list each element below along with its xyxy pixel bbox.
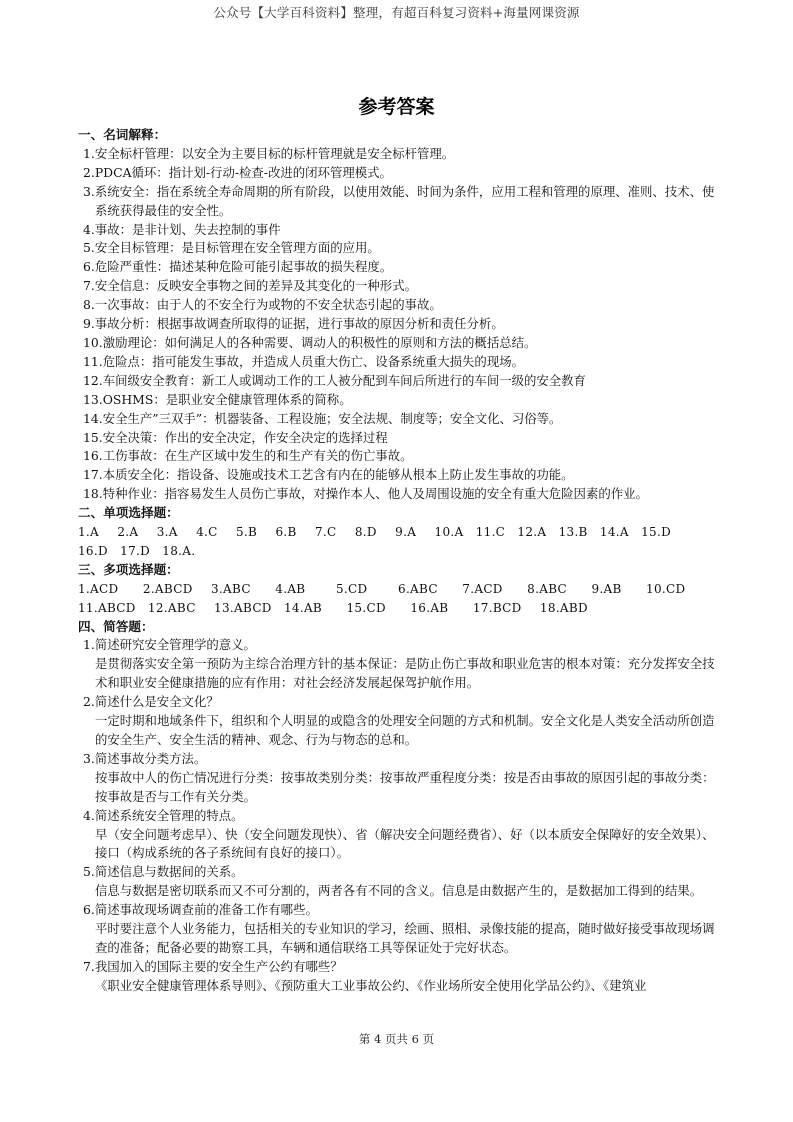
question: 5.简述信息与数据间的关系。 bbox=[83, 864, 244, 880]
definition-item: 18.特种作业：指容易发生人员伤亡事故，对操作本人、他人及周围设施的安全有重大危险因素的作业。 bbox=[83, 486, 648, 502]
definition-item: 3.系统安全：指在系统全寿命周期的所有阶段，以使用效能、时间为条件，应用工程和管理的原理、准则、技术、使系统获得最佳的安全性。 bbox=[83, 183, 715, 218]
section-heading-definitions: 一、名词解释： bbox=[78, 127, 167, 142]
definition-item: 17.本质安全化：指设备、设施或技术工艺含有内在的能够从根本上防止发生事故的功能。 bbox=[83, 467, 574, 483]
definition-item: 6.危险严重性：描述某种危险可能引起事故的损失程度。 bbox=[83, 259, 393, 275]
answer: 按事故中人的伤亡情况进行分类：按事故类别分类：按事故严重程度分类：按是否由事故的原因引起的事故分类：按事故是否与工作有关分类。 bbox=[95, 769, 715, 804]
section-heading-single-choice: 二、单项选择题： bbox=[78, 505, 179, 521]
definitions-list bbox=[78, 145, 720, 504]
definition-item: 11.危险点：指可能发生事故，并造成人员重大伤亡、设备系统重大损失的现场。 bbox=[83, 353, 524, 369]
single-choice-answers-line: 1.A 2.A 3.A 4.C 5.B 6.B 7.C 8.D 9.A 10.A 11.C 12.A 13.B 14.A 15.D bbox=[78, 525, 671, 540]
answer: 《职业安全健康管理体系导则》、《预防重大工业事故公约、《作业场所安全使用化学品公约》、《建筑业 bbox=[95, 977, 647, 993]
question: 3.简述事故分类方法。 bbox=[83, 750, 207, 766]
definition-item: 1.安全标杆管理：以安全为主要目标的标杆管理就是安全标杆管理。 bbox=[83, 145, 455, 161]
section-heading-short-answer: 四、简答题： bbox=[78, 618, 154, 634]
answer: 信息与数据是密切联系而又不可分割的，两者各有不同的含义。信息是由数据产生的，是数据加工得到的结果。 bbox=[95, 883, 703, 899]
multiple-choice-answers-line: 11.ABCD 12.ABC 13.ABCD 14.AB 15.CD 16.AB 17.BCD 18.ABD bbox=[78, 600, 588, 615]
question: 1.简述研究安全管理学的意义。 bbox=[83, 637, 256, 653]
short-answer-list bbox=[78, 636, 720, 995]
definition-item: 4.事故：是非计划、失去控制的事件 bbox=[83, 221, 281, 237]
definition-item: 12.车间级安全教育：新工人或调动工作的工人被分配到车间后所进行的车间一级的安全教育 bbox=[83, 372, 586, 388]
definition-item: 16.工伤事故：在生产区域中发生的和生产有关的伤亡事故。 bbox=[83, 448, 413, 464]
definition-item: 10.激励理论：如何满足人的各种需要、调动人的积极性的原则和方法的概括总结。 bbox=[83, 334, 537, 350]
section-heading-multiple-choice: 三、多项选择题： bbox=[78, 561, 179, 577]
definition-item: 13.OSHMS：是职业安全健康管理体系的简称。 bbox=[83, 391, 352, 407]
definition-item: 8.一次事故：由于人的不安全行为或物的不安全状态引起的事故。 bbox=[83, 297, 442, 313]
answer: 早（安全问题考虑早）、快（安全问题发现快）、省（解决安全问题经费省）、好（以本质安全保障好的安全效果）、接口（构成系统的各子系统间有良好的接口）。 bbox=[95, 826, 715, 861]
definition-item: 5.安全目标管理：是目标管理在安全管理方面的应用。 bbox=[83, 240, 380, 256]
definition-item: 15.安全决策：作出的安全决定，作安全决定的选择过程 bbox=[83, 429, 388, 445]
question: 2.简述什么是安全文化？ bbox=[83, 694, 219, 710]
answer: 是贯彻落实安全第一预防为主综合治理方针的基本保证：是防止伤亡事故和职业危害的根本对策：充分发挥安全技术和职业安全健康措施的应有作用：对社会经济发展起保驾护航作用。 bbox=[95, 656, 715, 691]
page-title: 参考答案 bbox=[358, 96, 435, 118]
question: 4.简述系统安全管理的特点。 bbox=[83, 807, 244, 823]
header-note: 公众号【大学百科资料】整理，有超百科复习资料+海量网课资源 bbox=[213, 5, 580, 20]
single-choice-answers-line: 16.D 17.D 18.A. bbox=[78, 543, 196, 558]
question: 6.简述事故现场调查前的准备工作有哪些。 bbox=[83, 902, 318, 918]
question: 7.我国加入的国际主要的安全生产公约有哪些？ bbox=[83, 958, 343, 974]
answer: 一定时期和地域条件下，组织和个人明显的或隐含的处理安全问题的方式和机制。安全文化是人类安全活动所创造的安全生产、安全生活的精神、观念、行为与物态的总和。 bbox=[95, 713, 715, 747]
multiple-choice-answers-line: 1.ACD 2.ABCD 3.ABC 4.AB 5.CD 6.ABC 7.ACD 8.ABC 9.AB 10.CD bbox=[78, 581, 686, 596]
definition-item: 9.事故分析：根据事故调查所取得的证据，进行事故的原因分析和责任分析。 bbox=[83, 316, 504, 332]
definition-item: 2.PDCA循环：指计划-行动-检查-改进的闭环管理模式。 bbox=[83, 164, 392, 180]
definition-item: 7.安全信息：反映安全事物之间的差异及其变化的一种形式。 bbox=[83, 278, 417, 294]
page-footer: 第 4 页共 6 页 bbox=[358, 1032, 435, 1046]
answer-content bbox=[78, 126, 720, 996]
answer: 平时要注意个人业务能力，包括相关的专业知识的学习，绘画、照相、录像技能的提高，随时做好接受事故现场调查的准备；配备必要的勘察工具，车辆和通信联络工具等保证处于完好状态。 bbox=[95, 921, 715, 955]
definition-item: 14.安全生产”三双手”：机器装备、工程设施；安全法规、制度等；安全文化、习俗等。 bbox=[83, 410, 562, 426]
